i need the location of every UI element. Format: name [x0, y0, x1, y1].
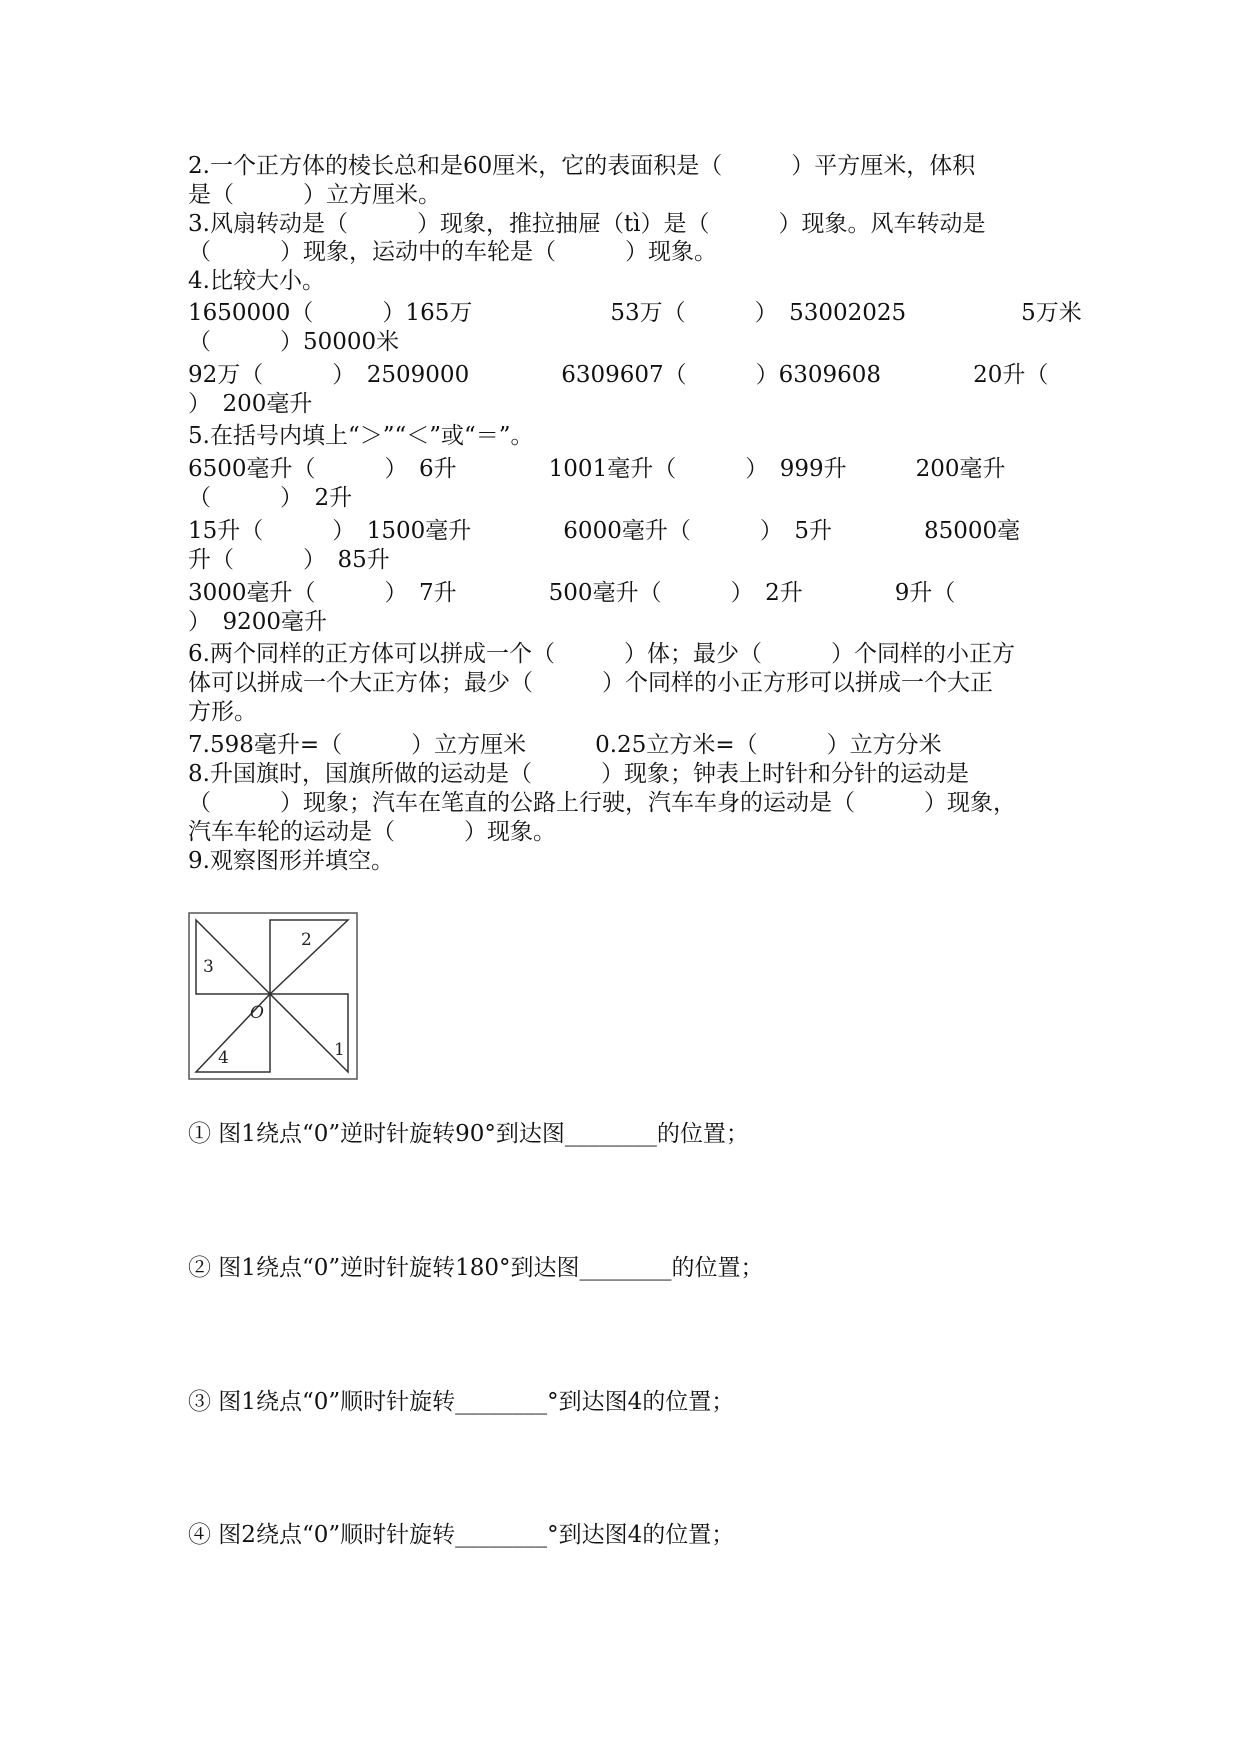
- pinwheel-figure: [188, 912, 358, 1080]
- question-5-row-3a: 3000毫升（ ） 7升 500毫升（ ） 2升 9升（: [188, 580, 956, 606]
- question-5-row-1a: 6500毫升（ ） 6升 1001毫升（ ） 999升 200毫升: [188, 456, 1006, 482]
- question-5-row-3b: ） 9200毫升: [188, 609, 328, 635]
- question-4-row-2b: ） 200毫升: [188, 391, 313, 417]
- question-9-part-1: ① 图1绕点“0”逆时针旋转90°到达图________的位置；: [188, 1121, 749, 1147]
- question-2-line-1: 2.一个正方体的棱长总和是60厘米，它的表面积是（ ）平方厘米，体积: [188, 153, 976, 179]
- question-4-row-1a: 1650000（ ）165万 53万（ ） 53002025 5万米: [188, 300, 1082, 326]
- question-6-line-1: 6.两个同样的正方体可以拼成一个（ ）体；最少（ ）个同样的小正方: [188, 641, 1015, 667]
- question-5-row-1b: （ ） 2升: [188, 485, 353, 511]
- question-9-title: 9.观察图形并填空。: [188, 848, 394, 874]
- question-3-line-1: 3.风扇转动是（ ）现象，推拉抽屉（tì）是（ ）现象。风车转动是: [188, 211, 986, 237]
- figure-center-label: O: [250, 1003, 264, 1023]
- question-3-line-2: （ ）现象，运动中的车轮是（ ）现象。: [188, 239, 717, 265]
- question-9-part-4: ④ 图2绕点“0”顺时针旋转________°到达图4的位置；: [188, 1522, 735, 1548]
- figure-label-3: 3: [203, 957, 214, 977]
- question-8-line-2: （ ）现象；汽车在笔直的公路上行驶，汽车车身的运动是（ ）现象，: [188, 790, 1016, 816]
- question-7-line: 7.598毫升=（ ）立方厘米 0.25立方米=（ ）立方分米: [188, 732, 942, 758]
- question-6-line-2: 体可以拼成一个大正方体；最少（ ）个同样的小正方形可以拼成一个大正: [188, 670, 993, 696]
- question-4-row-1b: （ ）50000米: [188, 329, 400, 355]
- question-6-line-3: 方形。: [188, 699, 257, 725]
- question-5-title: 5.在括号内填上“＞”“＜”或“＝”。: [188, 423, 534, 449]
- question-4-title: 4.比较大小。: [188, 268, 325, 294]
- question-2-line-2: 是（ ）立方厘米。: [188, 182, 441, 208]
- question-5-row-2a: 15升（ ） 1500毫升 6000毫升（ ） 5升 85000毫: [188, 518, 1021, 544]
- figure-label-4: 4: [218, 1048, 229, 1068]
- figure-label-1: 1: [334, 1040, 345, 1060]
- question-8-line-1: 8.升国旗时，国旗所做的运动是（ ）现象；钟表上时针和分针的运动是: [188, 761, 969, 787]
- question-9-part-2: ② 图1绕点“0”逆时针旋转180°到达图________的位置；: [188, 1255, 764, 1281]
- question-4-row-2a: 92万（ ） 2509000 6309607（ ）6309608 20升（: [188, 362, 1049, 388]
- question-5-row-2b: 升（ ） 85升: [188, 547, 390, 573]
- pinwheel-diagram: [188, 912, 358, 1080]
- question-8-line-3: 汽车车轮的运动是（ ）现象。: [188, 819, 556, 845]
- figure-label-2: 2: [301, 930, 312, 950]
- question-9-part-3: ③ 图1绕点“0”顺时针旋转________°到达图4的位置；: [188, 1389, 735, 1415]
